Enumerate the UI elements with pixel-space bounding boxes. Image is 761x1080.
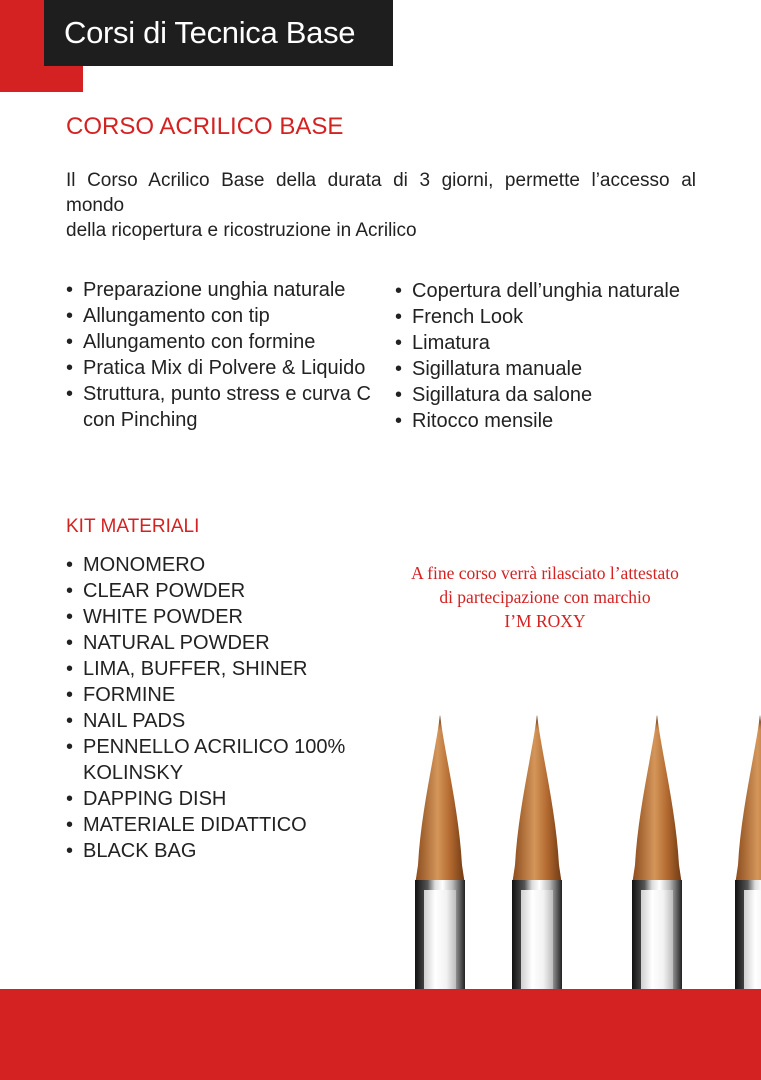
list-item: • MATERIALE DIDATTICO: [66, 812, 386, 838]
list-item: • LIMA, BUFFER, SHINER: [66, 656, 386, 682]
list-item: • BLACK BAG: [66, 838, 386, 864]
list-item: • Sigillatura da salone: [395, 382, 715, 408]
page-title: Corsi di Tecnica Base: [44, 0, 393, 66]
list-item: • Struttura, punto stress e curva C con Pinching: [66, 381, 386, 433]
certificate-line-1: A fine corso verrà rilasciato l’attestato: [411, 563, 679, 583]
intro-line-2: mondo: [66, 195, 125, 216]
list-item: • CLEAR POWDER: [66, 578, 386, 604]
list-item: • MONOMERO: [66, 552, 386, 578]
list-item: • Preparazione unghia naturale: [66, 277, 386, 303]
topics-list-left: [66, 277, 386, 433]
list-item: • French Look: [395, 304, 715, 330]
certificate-note: [380, 561, 710, 633]
certificate-brand: I’M ROXY: [504, 611, 586, 631]
list-item: • NATURAL POWDER: [66, 630, 386, 656]
course-heading: CORSO ACRILICO BASE: [66, 113, 344, 140]
course-intro: [66, 168, 696, 243]
intro-line-3: della ricopertura e ricostruzione in Acrilico: [66, 220, 417, 241]
list-item: • Allungamento con formine: [66, 329, 386, 355]
acrylic-brushes-image: [390, 715, 761, 995]
list-item: • Copertura dell’unghia naturale: [395, 278, 715, 304]
list-item: • WHITE POWDER: [66, 604, 386, 630]
bottom-red-band: [0, 989, 761, 1080]
list-item: • Limatura: [395, 330, 715, 356]
kit-materials-list: [66, 552, 386, 864]
list-item: • FORMINE: [66, 682, 386, 708]
kit-heading: KIT MATERIALI: [66, 516, 200, 537]
list-item: • DAPPING DISH: [66, 786, 386, 812]
certificate-line-2: di partecipazione con marchio: [439, 587, 651, 607]
list-item: • Ritocco mensile: [395, 408, 715, 434]
list-item: • Allungamento con tip: [66, 303, 386, 329]
intro-line-1: Il Corso Acrilico Base della durata di 3 giorni, permette l’accesso al: [66, 170, 696, 191]
list-item: • NAIL PADS: [66, 708, 386, 734]
topics-list-right: [395, 278, 715, 434]
list-item: • Pratica Mix di Polvere & Liquido: [66, 355, 386, 381]
list-item: • PENNELLO ACRILICO 100% KOLINSKY: [66, 734, 386, 786]
list-item: • Sigillatura manuale: [395, 356, 715, 382]
